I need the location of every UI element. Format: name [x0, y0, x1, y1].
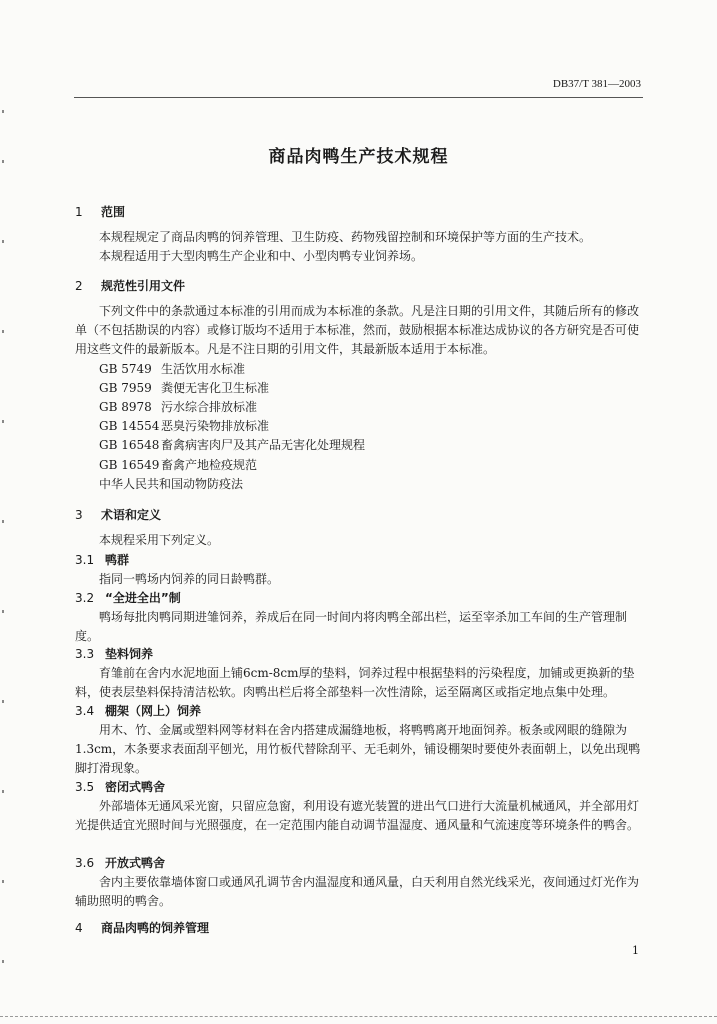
section-title: 规范性引用文件	[101, 279, 186, 293]
header-rule	[74, 97, 643, 98]
subsection-3-1-body	[75, 570, 647, 589]
standard-code: DB37/T 381—2003	[552, 78, 641, 90]
subsection-3-5-body	[75, 797, 647, 835]
paragraph: 指同一鸭场内饲养的同日龄鸭群。	[99, 572, 280, 586]
section-number: 1	[75, 205, 83, 219]
section-number: 3	[75, 508, 83, 522]
paragraph: 育雏前在舍内水泥地面上铺6cm-8cm厚的垫料，饲养过程中根据垫料的污染程度，加铺或更换新的垫料，使表层垫料保持清洁松软。肉鸭出栏后将全部垫料一次性清除，运至隔离区或指定地点集中处理。	[75, 666, 635, 700]
subsection-3-4-heading	[75, 702, 201, 719]
reference-name: 畜禽病害肉尸及其产品无害化处理规程	[161, 438, 366, 453]
section-title: 术语和定义	[101, 508, 162, 522]
reference-item	[75, 417, 647, 436]
reference-law: 中华人民共和国动物防疫法	[99, 476, 244, 491]
reference-name: 污水综合排放标准	[161, 400, 258, 415]
reference-name: 恶臭污染物排放标准	[161, 419, 270, 434]
section-3-intro	[75, 531, 647, 550]
scan-edge-noise	[0, 1016, 717, 1020]
paragraph: 舍内主要依靠墙体窗口或通风孔调节舍内温湿度和通风量，白天利用自然光线采光，夜间通过灯光作为辅助照明的鸭舍。	[75, 875, 640, 909]
section-number: 2	[75, 279, 83, 293]
reference-code: GB 8978	[99, 400, 152, 415]
reference-code: GB 7959	[99, 380, 152, 395]
subsection-3-1-heading	[75, 551, 129, 568]
paragraph: 本规程适用于大型肉鸭生产企业和中、小型肉鸭专业饲养场。	[99, 249, 424, 264]
reference-code: GB 14554	[99, 419, 160, 434]
subsection-title: 垫料饲养	[105, 647, 154, 661]
reference-name: 生活饮用水标准	[161, 361, 246, 376]
section-number: 4	[75, 921, 83, 935]
subsection-title: 开放式鸭舍	[105, 856, 166, 870]
subsection-number: 3.1	[75, 553, 95, 567]
subsection-3-2-heading	[75, 589, 181, 606]
paragraph: 本规程采用下列定义。	[99, 533, 220, 547]
section-2-heading	[75, 277, 185, 294]
section-title: 商品肉鸭的饲养管理	[101, 921, 210, 935]
page-number: 1	[632, 944, 639, 957]
subsection-3-6-heading	[75, 854, 165, 871]
subsection-number: 3.2	[75, 591, 95, 605]
paragraph: 外部墙体无通风采光窗，只留应急窗，利用设有遮光装置的进出气口进行大流量机械通风，并全部用灯光提供适宜光照时间与光照强度，在一定范围内能自动调节温湿度、通风量和气流速度等环境条件的鸭舍。	[75, 799, 640, 833]
reference-code: GB 16548	[99, 438, 160, 453]
section-4-heading	[75, 919, 209, 936]
subsection-3-2-body	[75, 608, 647, 646]
reference-code: GB 16549	[99, 457, 160, 472]
section-2-body	[75, 302, 647, 494]
reference-item	[75, 436, 647, 455]
section-1-body	[75, 228, 647, 266]
subsection-title: 棚架（网上）饲养	[105, 704, 202, 718]
reference-name: 畜禽产地检疫规范	[161, 457, 258, 472]
subsection-3-3-body	[75, 664, 647, 702]
reference-name: 粪便无害化卫生标准	[161, 380, 270, 395]
subsection-title: “全进全出”制	[105, 591, 181, 605]
reference-item	[75, 456, 647, 475]
section-3-heading	[75, 506, 161, 523]
reference-item	[75, 398, 647, 417]
subsection-number: 3.6	[75, 856, 95, 870]
reference-item	[75, 360, 647, 379]
subsection-3-5-heading	[75, 778, 165, 795]
section-title: 范围	[101, 205, 126, 219]
subsection-3-3-heading	[75, 645, 153, 662]
paragraph: 本规程规定了商品肉鸭的饲养管理、卫生防疫、药物残留控制和环境保护等方面的生产技术。	[99, 230, 592, 244]
document-title: 商品肉鸭生产技术规程	[268, 147, 449, 167]
section-1-heading	[75, 203, 125, 220]
paragraph: 下列文件中的条款通过本标准的引用而成为本标准的条款。凡是注日期的引用文件，其随后所有的修改单（不包括勘误的内容）或修订版均不适用于本标准，然而，鼓励根据本标准达成协议的各方研究是否可使用这些文件的最新版本。凡是不注日期的引用文件，其最新版本适用于本标准。	[75, 304, 640, 357]
subsection-title: 密闭式鸭舍	[105, 780, 166, 794]
subsection-number: 3.4	[75, 704, 95, 718]
subsection-3-6-body	[75, 873, 647, 911]
subsection-number: 3.3	[75, 647, 95, 661]
reference-code: GB 5749	[99, 361, 152, 376]
paragraph: 用木、竹、金属或塑料网等材料在舍内搭建成漏缝地板，将鸭鸭离开地面饲养。板条或网眼的缝隙为1.3cm，木条要求表面刮平刨光，用竹板代替除刮平、无毛刺外，铺设棚架时要使外表面朝上，以免出现鸭脚打滑现象。	[75, 723, 641, 776]
subsection-3-4-body	[75, 721, 647, 779]
subsection-number: 3.5	[75, 780, 95, 794]
subsection-title: 鸭群	[105, 553, 130, 567]
paragraph: 鸭场每批肉鸭同期进雏饲养，养成后在同一时间内将肉鸭全部出栏，运至宰杀加工车间的生产管理制度。	[75, 610, 628, 644]
reference-item	[75, 379, 647, 398]
